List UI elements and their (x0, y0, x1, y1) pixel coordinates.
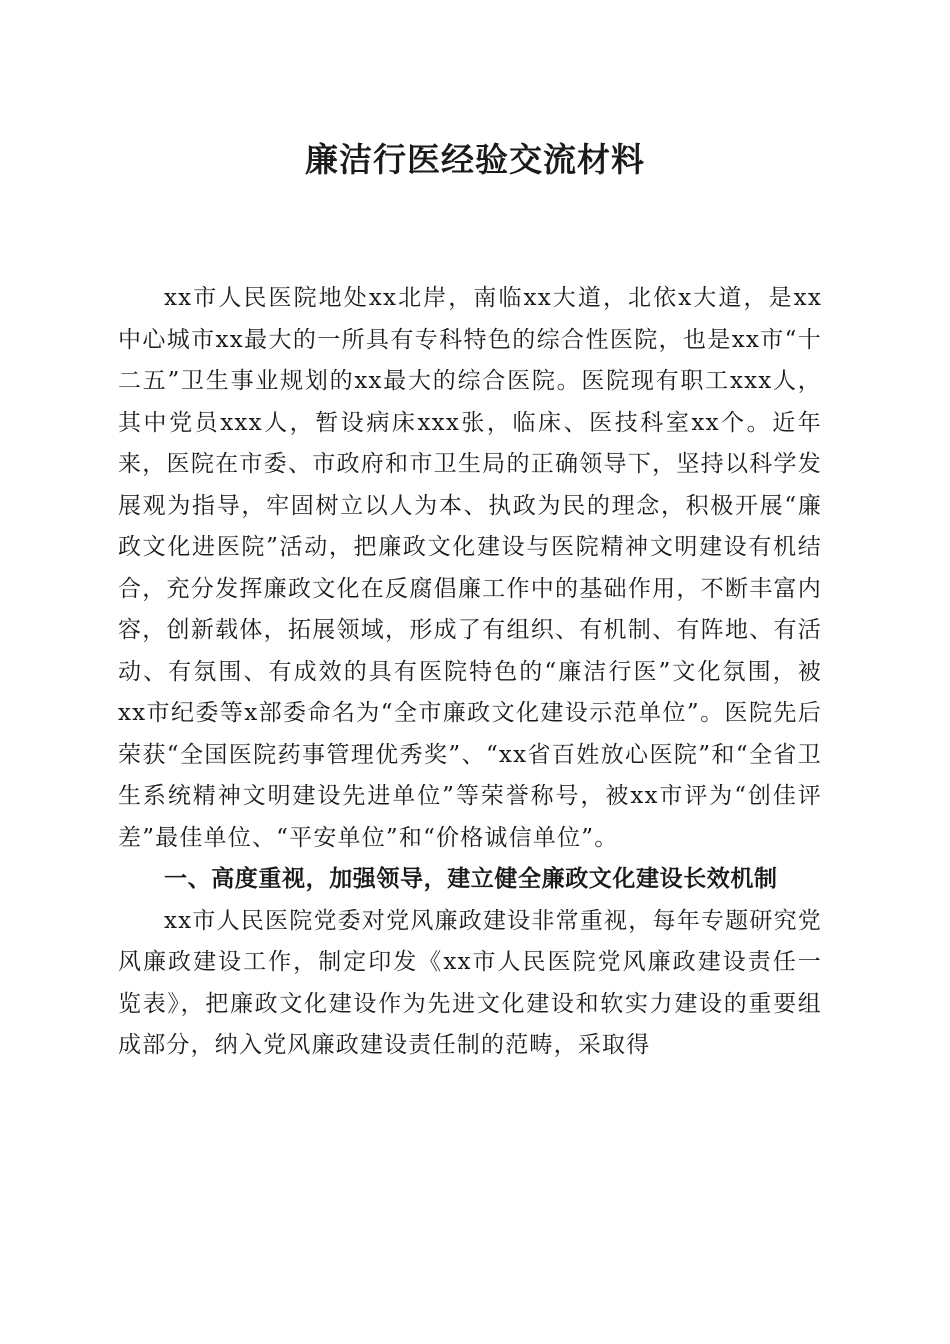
section-1-paragraph: xx市人民医院党委对党风廉政建设非常重视，每年专题研究党风廉政建设工作，制定印发《xx市人民医院党风廉政建设责任一览表》，把廉政文化建设作为先进文化建设和软实力建设的重要组成部分，纳入党风廉政建设责任制的范畴，采取得 (118, 907, 822, 1058)
document-title: 廉洁行医经验交流材料 (305, 140, 645, 179)
document-body (118, 278, 822, 1067)
section-heading-1: 一、高度重视，加强领导，建立健全廉政文化建设长效机制 (164, 866, 778, 892)
intro-paragraph: xx市人民医院地处xx北岸，南临xx大道，北依x大道，是xx中心城市xx最大的一所具有专科特色的综合性医院，也是xx市“十二五”卫生事业规划的xx最大的综合医院。医院现有职工xxx人，其中党员xxx人，暂设病床xxx张，临床、医技科室xx个。近年来，医院在市委、市政府和市卫生局的正确领导下，坚持以科学发展观为指导，牢固树立以人为本、执政为民的理念，积极开展“廉政文化进医院”活动，把廉政文化建设与医院精神文明建设有机结合，充分发挥廉政文化在反腐倡廉工作中的基础作用，不断丰富内容，创新载体，拓展领域，形成了有组织、有机制、有阵地、有活动、有氛围、有成效的具有医院特色的“廉洁行医”文化氛围，被xx市纪委等x部委命名为“全市廉政文化建设示范单位”。医院先后荣获“全国医院药事管理优秀奖”、“xx省百姓放心医院”和“全省卫生系统精神文明建设先进单位”等荣誉称号，被xx市评为“创佳评差”最佳单位、“平安单位”和“价格诚信单位”。 (118, 285, 822, 851)
